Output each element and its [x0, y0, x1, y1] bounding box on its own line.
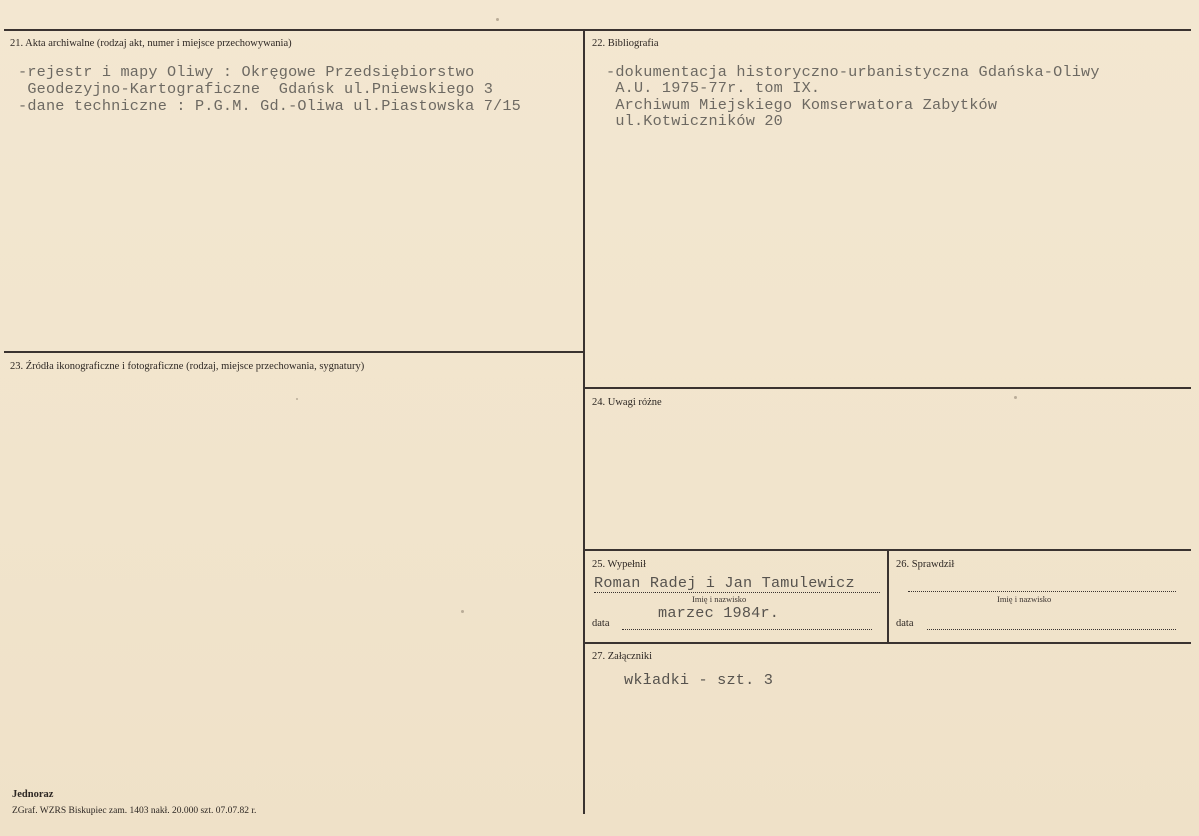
- section-22-line-4: ul.Kotwiczników 20: [606, 112, 783, 130]
- section-21-line-2: Geodezyjno-Kartograficzne Gdańsk ul.Pniewskiego 3: [18, 80, 494, 98]
- center-divider: [583, 29, 585, 814]
- section-26-label: 26. Sprawdził: [896, 559, 955, 570]
- section-21-label: 21. Akta archiwalne (rodzaj akt, numer i miejsce przechowywania): [10, 38, 292, 49]
- section-22-line-2: A.U. 1975-77r. tom IX.: [606, 79, 821, 97]
- section-26-date-line: [927, 629, 1176, 630]
- section-21-line-1: -rejestr i mapy Oliwy : Okręgowe Przedsiębiorstwo: [18, 63, 475, 81]
- section-27-label: 27. Załączniki: [592, 651, 653, 662]
- section-25-date-label: data: [592, 618, 610, 629]
- section-25-name: Roman Radej i Jan Tamulewicz: [594, 574, 855, 592]
- paper-speck: [1014, 396, 1017, 399]
- rule-22-24: [585, 387, 1191, 389]
- section-22-line-3: Archiwum Miejskiego Komserwatora Zabytków: [606, 96, 998, 114]
- rule-21-23: [4, 351, 583, 353]
- section-27-content: wkładki - szt. 3: [624, 671, 774, 689]
- section-22-label: 22. Bibliografia: [592, 38, 659, 49]
- rule-25-27: [585, 642, 1191, 644]
- rule-25-26: [887, 549, 889, 643]
- paper-speck: [296, 398, 298, 400]
- section-26-name-line: [908, 591, 1176, 592]
- section-26-name-caption: Imię i nazwisko: [997, 594, 1052, 604]
- footer-title: Jednoraz: [12, 789, 54, 800]
- top-rule: [4, 29, 1191, 31]
- section-22-line-1: -dokumentacja historyczno-urbanistyczna Gdańska-Oliwy: [606, 63, 1100, 81]
- section-25-date: marzec 1984r.: [658, 604, 780, 622]
- section-26-date-label: data: [896, 618, 914, 629]
- section-25-name-line: [594, 592, 880, 593]
- footer-print-info: ZGraf. WZRS Biskupiec zam. 1403 nakł. 20.000 szt. 07.07.82 r.: [12, 806, 257, 816]
- section-21-line-3: -dane techniczne : P.G.M. Gd.-Oliwa ul.Piastowska 7/15: [18, 97, 521, 115]
- section-24-label: 24. Uwagi różne: [592, 397, 662, 408]
- section-25-date-line: [622, 629, 872, 630]
- section-23-label: 23. Źródła ikonograficzne i fotograficzne (rodzaj, miejsce przechowania, sygnatury): [10, 361, 365, 372]
- paper-speck: [496, 18, 499, 21]
- section-25-label: 25. Wypełnił: [592, 559, 647, 570]
- section-25-name-caption: Imię i nazwisko: [692, 594, 747, 604]
- paper-speck: [461, 610, 464, 613]
